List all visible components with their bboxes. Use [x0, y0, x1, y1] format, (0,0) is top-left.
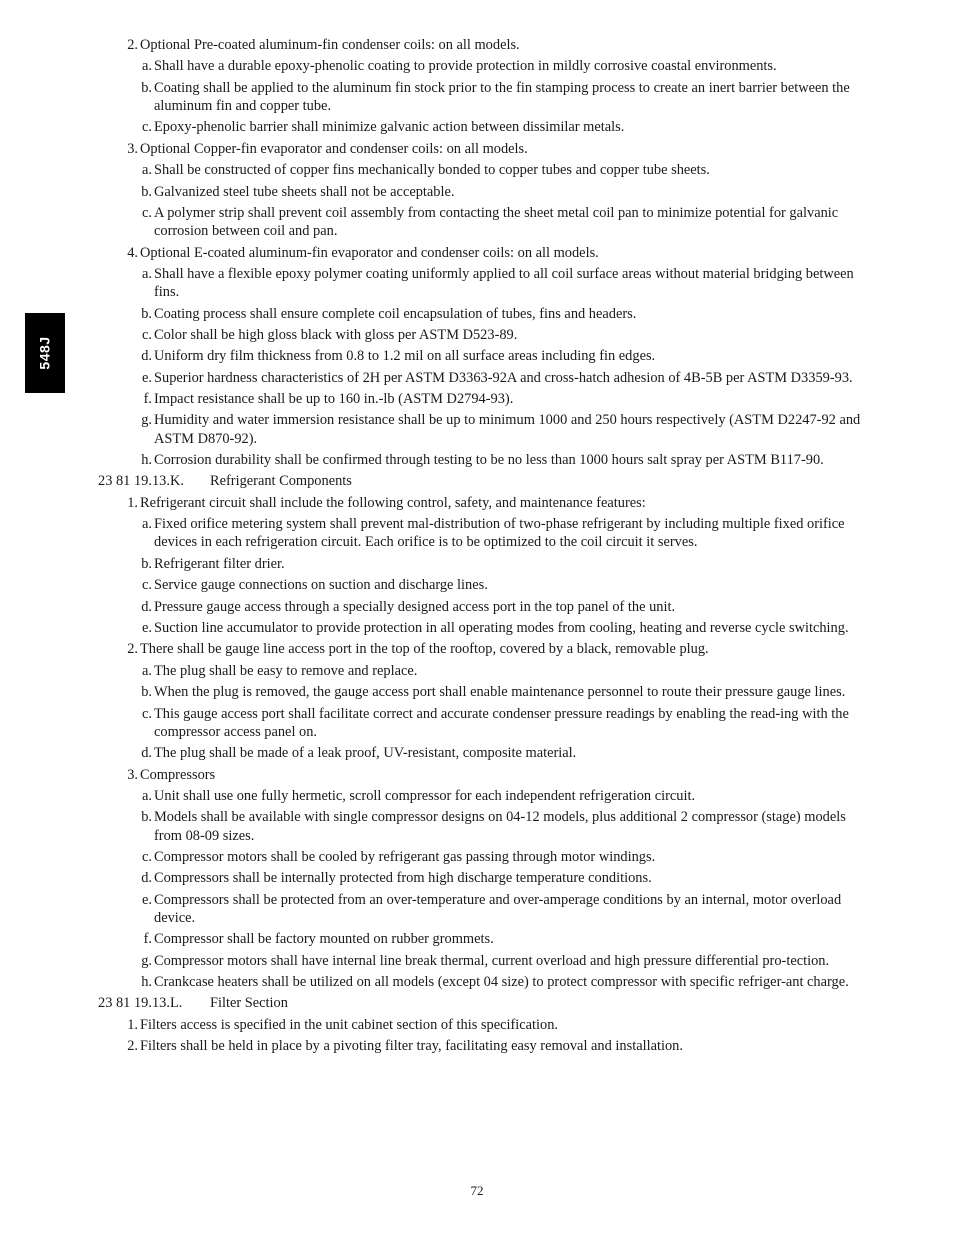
section-title: Refrigerant Components	[210, 473, 352, 490]
item-text: Compressors	[140, 766, 216, 783]
item-marker: a.	[142, 516, 152, 533]
page-number: 72	[470, 1183, 484, 1198]
lettered-item	[98, 808, 870, 844]
item-text: Fixed orifice metering system shall prevent mal-distribution of two-phase refrigerant by including multiple fixed orifice devices in each refrigeration circuit. Each orifice is to be optimized to the coil circuit it serves.	[154, 516, 845, 551]
lettered-item	[98, 848, 870, 866]
section-title: Filter Section	[210, 995, 288, 1012]
item-text: Compressors shall be internally protected from high discharge temperature conditions.	[154, 870, 652, 887]
numbered-item	[98, 766, 870, 784]
item-marker: e.	[142, 369, 152, 386]
item-marker: d.	[141, 598, 152, 615]
item-marker: 2.	[127, 1038, 138, 1055]
item-marker: f.	[143, 391, 152, 408]
lettered-item	[98, 555, 870, 573]
item-marker: 1.	[127, 494, 138, 511]
item-marker: 1.	[127, 1016, 138, 1033]
lettered-item	[98, 744, 870, 762]
lettered-item	[98, 326, 870, 344]
lettered-item	[98, 305, 870, 323]
lettered-item	[98, 787, 870, 805]
side-tab-label: 548J	[37, 336, 53, 370]
item-text: Pressure gauge access through a specially designed access port in the top panel of the unit.	[154, 598, 676, 615]
item-marker: a.	[142, 662, 152, 679]
item-text: Uniform dry film thickness from 0.8 to 1.2 mil on all surface areas including fin edges.	[154, 348, 656, 365]
item-text: Coating process shall ensure complete coil encapsulation of tubes, fins and headers.	[154, 305, 637, 322]
item-marker: a.	[142, 58, 152, 75]
item-text: Compressors shall be protected from an over-temperature and over-amperage conditions by an internal, motor overload device.	[154, 891, 842, 926]
numbered-item	[98, 1016, 870, 1034]
numbered-item	[98, 640, 870, 658]
lettered-item	[98, 79, 870, 115]
lettered-item	[98, 161, 870, 179]
lettered-item	[98, 598, 870, 616]
item-marker: d.	[141, 870, 152, 887]
lettered-item	[98, 952, 870, 970]
lettered-item	[98, 930, 870, 948]
item-marker: b.	[141, 555, 152, 572]
lettered-item	[98, 265, 870, 301]
section-number: 23 81 19.13.K.	[98, 473, 184, 490]
item-marker: e.	[142, 620, 152, 636]
lettered-item	[98, 369, 870, 387]
item-text: Optional Copper-fin evaporator and condenser coils: on all models.	[140, 140, 528, 157]
side-tab	[25, 313, 65, 393]
item-marker: 2.	[127, 37, 138, 53]
item-marker: 3.	[127, 766, 138, 783]
lettered-item	[98, 390, 870, 408]
lettered-item	[98, 118, 870, 136]
item-marker: a.	[142, 265, 152, 282]
item-marker: c.	[142, 705, 152, 722]
item-text: Filters shall be held in place by a pivoting filter tray, facilitating easy removal and installation.	[140, 1038, 683, 1055]
item-text: This gauge access port shall facilitate correct and accurate condenser pressure readings by enabling the read-ing with the compressor access panel on.	[154, 705, 849, 740]
section-heading	[98, 472, 870, 490]
item-text: Epoxy-phenolic barrier shall minimize galvanic action between dissimilar metals.	[154, 119, 625, 136]
lettered-item	[98, 347, 870, 365]
item-text: A polymer strip shall prevent coil assembly from contacting the sheet metal coil pan to minimize potential for galvanic corrosion between coil and pan.	[154, 204, 839, 240]
item-text: Humidity and water immersion resistance shall be up to minimum 1000 and 250 hours respectively (ASTM D2247-92 and ASTM D870-92).	[154, 412, 861, 447]
item-marker: b.	[141, 809, 152, 826]
item-marker: c.	[142, 577, 152, 594]
item-marker: c.	[142, 204, 152, 221]
item-text: Impact resistance shall be up to 160 in.-lb (ASTM D2794-93).	[154, 391, 514, 408]
item-text: Color shall be high gloss black with gloss per ASTM D523-89.	[154, 326, 518, 343]
item-text: Refrigerant circuit shall include the following control, safety, and maintenance features:	[140, 494, 646, 511]
item-text: Shall be constructed of copper fins mechanically bonded to copper tubes and copper tube sheets.	[154, 162, 710, 179]
lettered-item	[98, 683, 870, 701]
item-text: When the plug is removed, the gauge access port shall enable maintenance personnel to route their pressure gauge lines.	[154, 684, 846, 701]
section-heading	[98, 994, 870, 1012]
lettered-item	[98, 619, 870, 637]
item-text: Coating shall be applied to the aluminum fin stock prior to the fin stamping process to create an inert barrier between the aluminum fin and copper tube.	[154, 79, 850, 114]
lettered-item	[98, 662, 870, 680]
lettered-item	[98, 204, 870, 240]
numbered-item	[98, 140, 870, 158]
item-text: Suction line accumulator to provide protection in all operating modes from cooling, heating and reverse cycle switching.	[154, 620, 849, 636]
item-marker: b.	[141, 305, 152, 322]
item-marker: d.	[141, 745, 152, 762]
section-number: 23 81 19.13.L.	[98, 995, 183, 1012]
item-text: Models shall be available with single compressor designs on 04-12 models, plus additional 2 compressor (stage) models from 08-09 sizes.	[154, 809, 846, 844]
lettered-item	[98, 869, 870, 887]
item-text: Galvanized steel tube sheets shall not be acceptable.	[154, 183, 455, 200]
item-marker: c.	[142, 119, 152, 136]
item-marker: g.	[141, 952, 152, 969]
item-marker: c.	[142, 326, 152, 343]
item-text: Superior hardness characteristics of 2H per ASTM D3363-92A and cross-hatch adhesion of 4B-5B per ASTM D3359-93.	[154, 369, 853, 386]
item-marker: f.	[143, 931, 152, 948]
lettered-item	[98, 973, 870, 991]
lettered-item	[98, 183, 870, 201]
lettered-item	[98, 451, 870, 469]
item-text: Compressor motors shall have internal line break thermal, current overload and high pressure differential pro-tection.	[154, 952, 830, 969]
item-text: The plug shall be easy to remove and replace.	[154, 662, 418, 679]
item-marker: h.	[141, 974, 152, 991]
item-text: Shall have a flexible epoxy polymer coating uniformly applied to all coil surface areas without material bridging between fins.	[154, 265, 854, 301]
item-marker: g.	[141, 412, 152, 429]
item-text: There shall be gauge line access port in the top of the rooftop, covered by a black, removable plug.	[140, 641, 709, 658]
item-marker: b.	[141, 684, 152, 701]
lettered-item	[98, 411, 870, 447]
lettered-item	[98, 891, 870, 927]
item-marker: e.	[142, 891, 152, 908]
numbered-item	[98, 36, 870, 54]
item-marker: b.	[141, 183, 152, 200]
item-text: Shall have a durable epoxy-phenolic coating to provide protection in mildly corrosive coastal environments.	[154, 58, 777, 75]
lettered-item	[98, 576, 870, 594]
lettered-item	[98, 705, 870, 741]
item-text: Corrosion durability shall be confirmed through testing to be no less than 1000 hours salt spray per ASTM B117-90.	[154, 452, 824, 469]
item-marker: 2.	[127, 641, 138, 658]
item-text: Service gauge connections on suction and discharge lines.	[154, 577, 488, 594]
item-text: The plug shall be made of a leak proof, UV-resistant, composite material.	[154, 745, 577, 762]
item-marker: d.	[141, 348, 152, 365]
item-text: Refrigerant filter drier.	[154, 555, 285, 572]
item-text: Optional E-coated aluminum-fin evaporator and condenser coils: on all models.	[140, 244, 599, 261]
item-marker: a.	[142, 162, 152, 179]
item-text: Unit shall use one fully hermetic, scroll compressor for each independent refrigeration circuit.	[154, 787, 696, 804]
item-marker: h.	[141, 452, 152, 469]
item-text: Compressor shall be factory mounted on rubber grommets.	[154, 931, 494, 948]
item-marker: a.	[142, 787, 152, 804]
item-marker: 4.	[127, 244, 138, 261]
item-marker: 3.	[127, 140, 138, 157]
item-marker: c.	[142, 848, 152, 865]
numbered-item	[98, 1037, 870, 1055]
document-body	[98, 36, 870, 1059]
item-marker: b.	[141, 79, 152, 96]
numbered-item	[98, 244, 870, 262]
lettered-item	[98, 57, 870, 75]
item-text: Filters access is specified in the unit cabinet section of this specification.	[140, 1016, 559, 1033]
lettered-item	[98, 515, 870, 551]
item-text: Optional Pre-coated aluminum-fin condenser coils: on all models.	[140, 37, 520, 53]
numbered-item	[98, 494, 870, 512]
item-text: Compressor motors shall be cooled by refrigerant gas passing through motor windings.	[154, 848, 656, 865]
item-text: Crankcase heaters shall be utilized on all models (except 04 size) to protect compressor with specific refriger-ant charge.	[154, 974, 849, 991]
